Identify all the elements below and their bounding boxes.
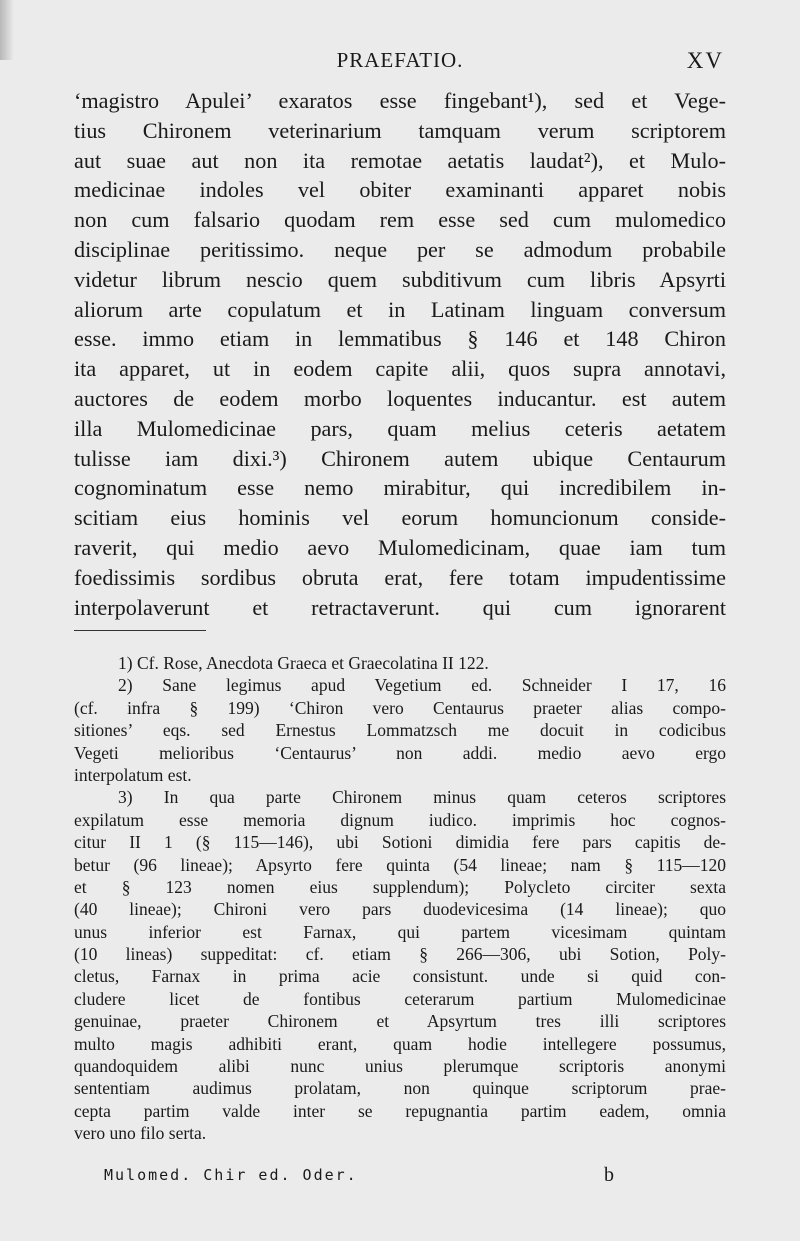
footnote-rule	[74, 630, 206, 631]
footnote-line: 1) Cf. Rose, Anecdota Graeca et Graecolatina II 122.	[118, 653, 489, 673]
text-line: foedissimis sordibus obruta erat, fere totam impudentissime	[74, 564, 726, 590]
text-line: ‘magistro Apulei’ exaratos esse fingebant¹), sed et Vege-	[74, 88, 726, 113]
footnote-line: betur (96 lineae); Apsyrto fere quinta (54 lineae; nam § 115—120	[74, 854, 726, 875]
text-line: interpolaverunt et retractaverunt. qui cum ignorarent	[74, 594, 726, 620]
footnote-line: 3) In qua parte Chironem minus quam ceteros scriptores	[118, 787, 726, 808]
footnote-line: expilatum esse memoria dignum iudico. imprimis hoc cognos-	[74, 809, 726, 830]
footnote-line: interpolatum est.	[74, 764, 192, 785]
footnote-line: Vegeti melioribus ‘Centaurus’ non addi. medio aevo ergo	[74, 742, 726, 763]
footnote-line: cletus, Farnax in prima acie consistunt. unde si quid con-	[74, 966, 726, 987]
text-line: cognominatum esse nemo mirabitur, qui incredibilem in-	[74, 475, 726, 501]
footnote-line: (10 lineas) suppeditat: cf. etiam § 266—306, ubi Sotion, Poly-	[74, 944, 726, 965]
text-line: ita apparet, ut in eodem capite alii, quos supra annotavi,	[74, 356, 726, 382]
text-line: aliorum arte copulatum et in Latinam linguam conversum	[74, 296, 726, 322]
footnote-line: vero uno filo serta.	[74, 1123, 207, 1144]
footnote-line: citur II 1 (§ 115—146), ubi Sotioni dimidia fere pars capitis de-	[74, 832, 726, 853]
footnote-line: sententiam audimus prolatam, non quinque scriptorum prae-	[74, 1078, 726, 1099]
signature-mark: b	[604, 1164, 614, 1186]
footnote-line: quandoquidem alibi nunc unius plerumque scriptoris anonymi	[74, 1056, 726, 1077]
text-line: videtur librum nescio quem subditivum cum libris Apsyrti	[74, 266, 726, 292]
text-line: tius Chironem veterinarium tamquam verum scriptorem	[74, 117, 726, 143]
footnotes	[74, 652, 726, 1145]
footnote-line: unus inferior est Farnax, qui partem vicesimam quintam	[74, 921, 726, 942]
page-footer	[74, 1166, 726, 1192]
text-line: non cum falsario quodam rem esse sed cum mulomedico	[74, 207, 726, 233]
main-text	[74, 86, 726, 622]
footnote-line: cepta partim valde inter se repugnantia partim eadem, omnia	[74, 1100, 726, 1121]
text-line: scitiam eius hominis vel eorum homuncionum conside-	[74, 505, 726, 531]
text-line: disciplinae peritissimo. neque per se admodum probabile	[74, 236, 726, 262]
text-line: esse. immo etiam in lemmatibus § 146 et 148 Chiron	[74, 326, 726, 352]
text-line: tulisse iam dixi.³) Chironem autem ubique Centaurum	[74, 445, 726, 471]
footnote-line: 2) Sane legimus apud Vegetium ed. Schneider I 17, 16	[118, 675, 726, 696]
text-line: raverit, qui medio aevo Mulomedicinam, quae iam tum	[74, 534, 726, 560]
text-line: illa Mulomedicinae pars, quam melius ceteris aetatem	[74, 415, 726, 441]
page-number: XV	[686, 48, 724, 73]
footnote-line: (40 lineae); Chironi vero pars duodevicesima (14 lineae); quo	[74, 899, 726, 920]
footnote-line: et § 123 nomen eius supplendum); Polycleto circiter sexta	[74, 876, 726, 897]
text-line: medicinae indoles vel obiter examinanti apparet nobis	[74, 177, 726, 203]
text-line: aut suae aut non ita remotae aetatis laudat²), et Mulo-	[74, 147, 726, 173]
signature-line: Mulomed. Chir ed. Oder.	[104, 1166, 358, 1184]
footnote-line: genuinae, praeter Chironem et Apsyrtum tres illi scriptores	[74, 1011, 726, 1032]
footnote-line: cludere licet de fontibus ceterarum partium Mulomedicinae	[74, 988, 726, 1009]
footnote-line: multo magis adhibiti erant, quam hodie intellegere possumus,	[74, 1033, 726, 1054]
footnote-line: sitiones’ eqs. sed Ernestus Lommatzsch me docuit in codicibus	[74, 720, 726, 741]
running-head	[0, 46, 800, 80]
text-line: auctores de eodem morbo loquentes inducantur. est autem	[74, 385, 726, 411]
running-title: PRAEFATIO.	[336, 48, 464, 72]
footnote-line: (cf. infra § 199) ‘Chiron vero Centaurus praeter alias compo-	[74, 697, 726, 718]
